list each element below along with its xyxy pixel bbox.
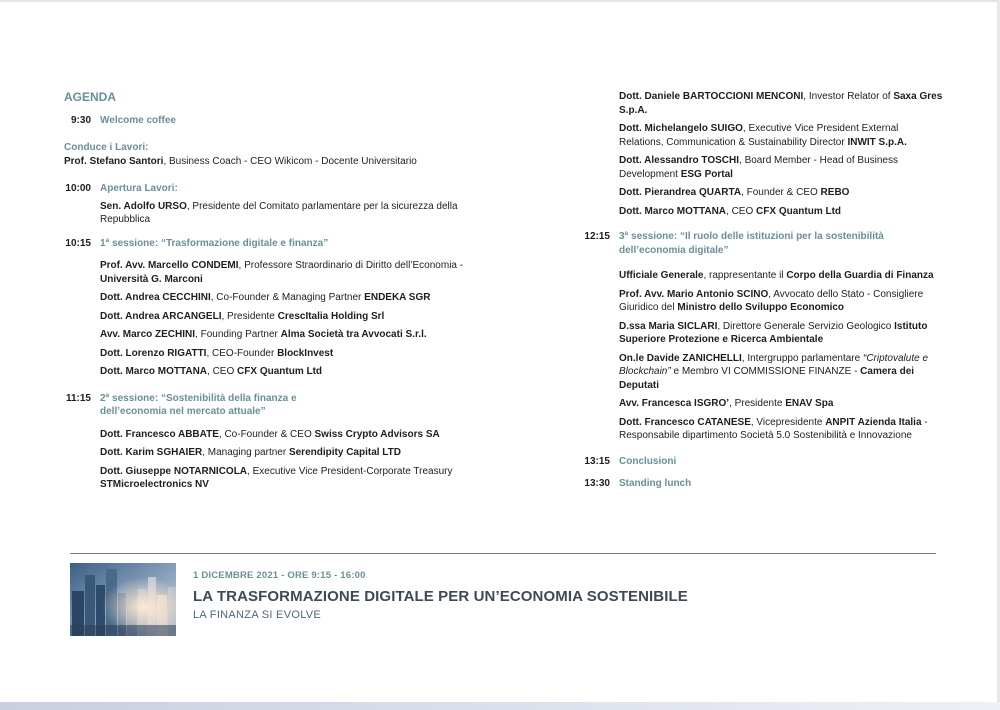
speaker-role: , Avvocato dello Stato - Consigliere Giuridico del bbox=[619, 288, 924, 313]
time-label: 10:15 bbox=[65, 237, 91, 249]
speaker-name: Dott. Andrea CECCHINI bbox=[100, 292, 211, 303]
speaker-organization: Università G. Marconi bbox=[100, 273, 203, 285]
speaker-entry bbox=[100, 347, 504, 361]
speaker-organization: Serendipity Capital LTD bbox=[288, 447, 402, 458]
speaker-entry bbox=[100, 428, 504, 442]
speaker-role: , Business Coach - CEO Wikicom - Docente Universitario bbox=[163, 155, 417, 167]
agenda-left-column bbox=[64, 91, 504, 497]
speaker-organization: Saxa Gres S.p.A. bbox=[619, 91, 943, 116]
speaker-name: Dott. Andrea ARCANGELI bbox=[100, 310, 222, 322]
session-title bbox=[619, 230, 884, 257]
speaker-role: , Executive Vice President External Relations, Communication & Sustainability Director bbox=[619, 123, 899, 148]
speaker-organization: CrescItalia Holding Srl bbox=[277, 310, 385, 322]
agenda-item-apertura bbox=[64, 182, 504, 227]
session-title: 1ª sessione: “Trasformazione digitale e finanza” bbox=[100, 237, 329, 249]
item-label: Standing lunch bbox=[619, 478, 692, 489]
agenda-item-session1 bbox=[64, 237, 504, 379]
speaker-organization: ENAV Spa bbox=[785, 398, 834, 409]
speaker-list bbox=[100, 200, 504, 227]
speaker-role-extra: e Membro VI COMMISSIONE FINANZE - bbox=[670, 366, 861, 377]
speaker-name: Dott. Marco MOTTANA bbox=[100, 366, 208, 377]
speaker-entry bbox=[100, 465, 504, 492]
speaker-name: Dott. Giuseppe NOTARNICOLA bbox=[100, 465, 248, 477]
conduce-speaker bbox=[64, 155, 504, 169]
time-label: 13:30 bbox=[584, 478, 610, 489]
item-label: Conclusioni bbox=[619, 455, 677, 467]
agenda-item-session3 bbox=[583, 230, 943, 443]
speaker-entry bbox=[619, 154, 943, 181]
speaker-list bbox=[619, 269, 943, 443]
speaker-name: Dott. Michelangelo SUIGO bbox=[619, 123, 743, 134]
speaker-entry bbox=[619, 320, 943, 347]
session-title-line2: dell’economia nel mercato attuale” bbox=[100, 406, 266, 417]
agenda-title: AGENDA bbox=[64, 90, 117, 104]
speaker-entry bbox=[100, 328, 504, 342]
speaker-role: , Presidente bbox=[221, 310, 278, 322]
speaker-name: Dott. Marco MOTTANA bbox=[619, 205, 727, 217]
speaker-organization: CFX Quantum Ltd bbox=[237, 366, 323, 377]
time-label: 13:15 bbox=[584, 455, 610, 467]
conduce-label: Conduce i Lavori: bbox=[64, 142, 149, 153]
speaker-role: , Presidente del Comitato parlamentare per la sicurezza della Repubblica bbox=[100, 200, 458, 225]
time-label: 9:30 bbox=[70, 114, 91, 126]
speaker-organization: BlockInvest bbox=[277, 347, 334, 359]
speaker-role: , CEO-Founder bbox=[206, 347, 278, 359]
speaker-role: , Co-Founder & Managing Partner bbox=[210, 292, 365, 303]
speaker-entry bbox=[100, 291, 504, 305]
speaker-organization: Alma Società tra Avvocati S.r.l. bbox=[280, 329, 427, 340]
speaker-name: On.le Davide ZANICHELLI bbox=[619, 352, 742, 364]
speaker-organization: INWIT S.p.A. bbox=[847, 136, 907, 148]
city-skyline-image bbox=[70, 563, 176, 636]
speaker-entry bbox=[619, 288, 943, 315]
speaker-entry bbox=[619, 90, 943, 117]
speaker-name: Avv. Marco ZECHINI bbox=[100, 329, 196, 340]
speaker-role: , Direttore Generale Servizio Geologico bbox=[717, 320, 895, 332]
speaker-name: Dott. Lorenzo RIGATTI bbox=[100, 347, 207, 359]
item-label: Apertura Lavori: bbox=[100, 183, 178, 194]
conduce-block bbox=[64, 141, 504, 168]
speaker-entry bbox=[619, 269, 943, 283]
speaker-organization: Ministro dello Sviluppo Economico bbox=[677, 302, 845, 313]
item-label: Welcome coffee bbox=[100, 114, 176, 126]
speaker-name: Avv. Francesca ISGRO’ bbox=[619, 398, 730, 409]
speaker-entry bbox=[100, 259, 504, 286]
speaker-name: Ufficiale Generale bbox=[619, 270, 704, 281]
speaker-organization: CFX Quantum Ltd bbox=[756, 205, 842, 217]
speaker-organization: Istituto Superiore Protezione e Ricerca Ambientale bbox=[619, 320, 928, 345]
speaker-entry bbox=[100, 200, 504, 227]
speaker-role: , Board Member - Head of Business Development bbox=[619, 155, 898, 180]
speaker-list-continued bbox=[619, 90, 943, 218]
speaker-name: Sen. Adolfo URSO bbox=[100, 200, 187, 212]
speaker-entry bbox=[619, 205, 943, 219]
speaker-name: D.ssa Maria SICLARI bbox=[619, 320, 718, 332]
speaker-name: Prof. Stefano Santori bbox=[64, 155, 164, 167]
speaker-name: Dott. Pierandrea QUARTA bbox=[619, 187, 742, 198]
session-title-line1: 3ª sessione: “Il ruolo delle istituzioni per la sostenibilità bbox=[619, 231, 884, 242]
speaker-role: , Executive Vice President-Corporate Treasury bbox=[247, 465, 453, 477]
speaker-name: Prof. Avv. Mario Antonio SCINO bbox=[619, 288, 769, 300]
event-subtitle: LA FINANZA SI EVOLVE bbox=[193, 609, 322, 621]
speaker-name: Dott. Daniele BARTOCCIONI MENCONI bbox=[619, 91, 804, 102]
speaker-role: , Presidente bbox=[729, 398, 786, 409]
speaker-organization: ESG Portal bbox=[680, 168, 733, 180]
speaker-role: , CEO bbox=[726, 205, 757, 217]
speaker-role: , Founder & CEO bbox=[741, 187, 821, 198]
speaker-entry bbox=[100, 365, 504, 379]
agenda-right-column bbox=[583, 90, 943, 491]
agenda-item-lunch bbox=[583, 477, 943, 491]
speaker-organization: STMicroelectronics NV bbox=[100, 479, 209, 490]
session-title-line2: dell’economia digitale” bbox=[619, 244, 729, 256]
page-edge-top bbox=[0, 0, 1000, 2]
speaker-organization: ANPIT Azienda Italia bbox=[825, 416, 922, 428]
speaker-name: Dott. Francesco ABBATE bbox=[100, 428, 219, 440]
time-label: 10:00 bbox=[65, 183, 91, 194]
speaker-name: Dott. Karim SGHAIER bbox=[100, 447, 203, 458]
speaker-role: , rappresentante il bbox=[703, 270, 787, 281]
speaker-name: Dott. Alessandro TOSCHI bbox=[619, 155, 740, 166]
speaker-role: , Managing partner bbox=[202, 447, 289, 458]
speaker-group: “Criptovalute e Blockchain” bbox=[619, 352, 929, 377]
footer-divider bbox=[70, 553, 936, 554]
speaker-entry bbox=[619, 186, 943, 200]
speaker-name: Dott. Francesco CATANESE bbox=[619, 416, 751, 428]
agenda-item-session2 bbox=[64, 392, 504, 492]
bottom-edge-band bbox=[0, 702, 1000, 710]
speaker-role: , Vicepresidente bbox=[750, 416, 826, 428]
session-title-line1: 2ª sessione: “Sostenibilità della finanza e bbox=[100, 392, 297, 404]
agenda-item-welcome bbox=[64, 114, 504, 128]
speaker-list bbox=[100, 428, 504, 492]
speaker-role-extra: - Responsabile dipartimento Società 5.0 Sostenibilità e Innovazione bbox=[619, 416, 928, 441]
speaker-name: Prof. Avv. Marcello CONDEMI bbox=[100, 260, 239, 271]
speaker-organization: Camera dei Deputati bbox=[619, 366, 915, 391]
session-title bbox=[100, 392, 297, 419]
speaker-role: , Intergruppo parlamentare bbox=[741, 352, 863, 364]
speaker-role: , Co-Founder & CEO bbox=[218, 428, 315, 440]
speaker-organization: Corpo della Guardia di Finanza bbox=[786, 270, 934, 281]
speaker-entry bbox=[100, 446, 504, 460]
speaker-entry bbox=[100, 310, 504, 324]
time-label: 12:15 bbox=[584, 231, 610, 242]
speaker-list bbox=[100, 259, 504, 379]
speaker-role: , Investor Relator of bbox=[803, 91, 894, 102]
speaker-entry bbox=[619, 397, 943, 411]
speaker-entry bbox=[619, 122, 943, 149]
speaker-organization: Swiss Crypto Advisors SA bbox=[314, 428, 440, 440]
event-footer bbox=[193, 570, 688, 621]
agenda-item-conclusioni bbox=[583, 455, 943, 469]
speaker-role: , Professore Straordinario di Diritto dell’Economia - bbox=[238, 260, 464, 271]
speaker-organization: REBO bbox=[820, 187, 850, 198]
speaker-entry bbox=[619, 352, 943, 393]
event-date: 1 DICEMBRE 2021 - ORE 9:15 - 16:00 bbox=[193, 570, 366, 581]
event-title: LA TRASFORMAZIONE DIGITALE PER UN’ECONOMIA SOSTENIBILE bbox=[193, 588, 688, 605]
time-label: 11:15 bbox=[65, 392, 91, 404]
speaker-role: , CEO bbox=[207, 366, 238, 377]
speaker-entry bbox=[619, 416, 943, 443]
speaker-role: , Founding Partner bbox=[195, 329, 281, 340]
speaker-organization: ENDEKA SGR bbox=[364, 292, 431, 303]
